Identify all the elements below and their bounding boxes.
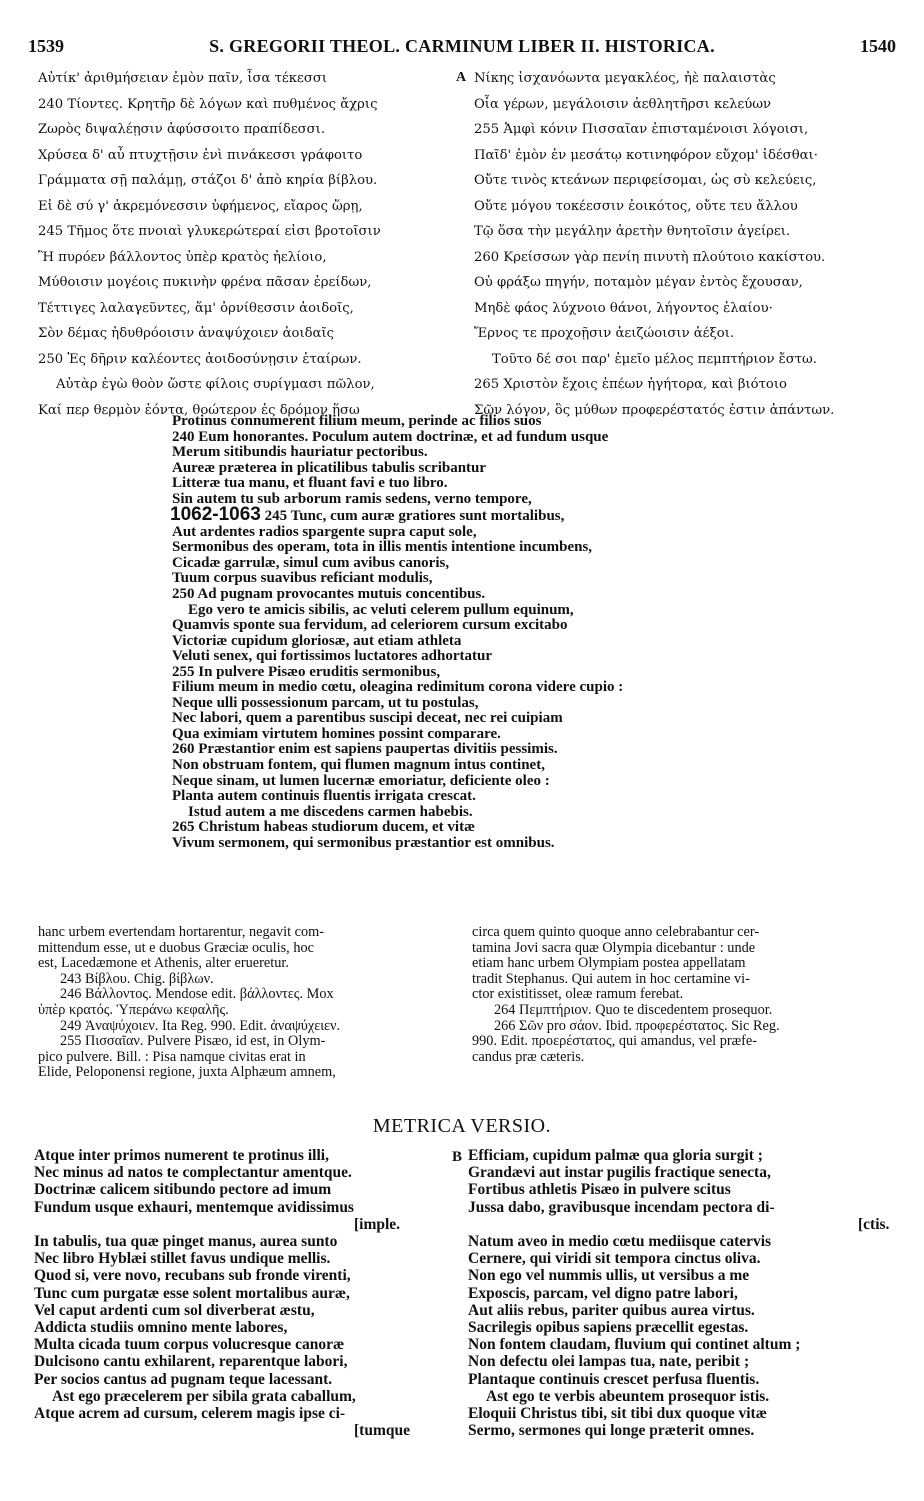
- greek-line: Παῖδ' ἐμὸν ἐν μεσάτῳ κοτινηφόρον εὔχομ' ἰδέσθαι·: [474, 147, 818, 163]
- running-title: S. GREGORII THEOL. CARMINUM LIBER II. HISTORICA.: [209, 36, 715, 56]
- metrica-line: Atque acrem ad cursum, celerem magis ipse ci-: [34, 1405, 346, 1423]
- greek-line: 240 Τίοντες. Κρητῆρ δὲ λόγων καὶ πυθμένος ἄχρις: [38, 96, 378, 112]
- latin-line: Nec labori, quem a parentibus suscipi deceat, nec rei cuipiam: [172, 710, 563, 727]
- metrica-left-column: [34, 1147, 410, 1439]
- footnote-line: Elide, Peloponensi regione, juxta Alphæum amnem,: [38, 1064, 336, 1081]
- greek-line: Νίκης ἰσχανόωντα μεγακλέος, ἠὲ παλαιστὰς: [474, 71, 776, 86]
- latin-line: Victoriæ cupidum gloriosæ, aut etiam athleta: [172, 632, 462, 649]
- greek-line: Οἷα γέρων, μεγάλοισιν ἀεθλητῆρσι κελεύων: [474, 96, 772, 112]
- greek-line: Μηδὲ φάος λύχνοιο θάνοι, λήγοντος ἐλαίου·: [474, 300, 773, 316]
- latin-line: 240 Eum honorantes. Poculum autem doctrinæ, et ad fundum usque: [172, 428, 609, 445]
- greek-line: Ἔρνος τε προχοῇσιν ἀειζώοισιν ἀέξοι.: [474, 326, 735, 341]
- greek-line: 260 Κρείσσων γὰρ πενίη πινυτὴ πλούτοιο κακίστου.: [474, 249, 826, 265]
- latin-line: 265 Christum habeas studiorum ducem, et vitæ: [172, 819, 475, 836]
- metrica-line: Per socios cantus ad pugnam teque lacessant.: [34, 1370, 333, 1388]
- greek-line: 265 Χριστὸν ἔχοις ἐπέων ἡγήτορα, καὶ βιότοιο: [474, 377, 787, 392]
- greek-line: Καί περ θερμὸν ἐόντα, θοώτερον ἐς δρόμον ἥσω: [38, 402, 360, 418]
- latin-line: Vivum sermonem, qui sermonibus præstantior est omnibus.: [172, 834, 555, 851]
- latin-line: 250 Ad pugnam provocantes mutuis concentibus.: [172, 586, 486, 603]
- footnote-line: 243 Βίβλου. Chig. βίβλων.: [60, 970, 214, 987]
- metrica-line: Eloquii Christus tibi, sit tibi dux quoque vitæ: [468, 1405, 767, 1423]
- metrica-line: Sacrilegis opibus sapiens præcellit egestas.: [468, 1319, 749, 1337]
- footnote-line: tamina Jovi sacra quæ Olympia dicebantur : unde: [472, 939, 756, 956]
- metrica-line: Exposcis, parcam, vel digno patre labori,: [468, 1284, 738, 1302]
- footnote-line: 990. Edit. προερέστατος, qui amandus, vel præfe-: [472, 1033, 758, 1050]
- footnote-line: circa quem quinto quoque anno celebrabantur cer-: [472, 924, 760, 940]
- footnote-line: 264 Πεμπτήριον. Quo te discedentem prosequor.: [494, 1001, 773, 1018]
- greek-line: Ζωρὸς διψαλέῃσιν ἀφύσσοιτο πραπίδεσσι.: [38, 122, 326, 137]
- greek-line: Αὐτίκ' ἀριθμήσειαν ἐμὸν παῖν, ἶσα τέκεσσι: [38, 71, 328, 86]
- latin-line: Litteræ tua manu, et fluant favi e tuo libro.: [172, 475, 448, 492]
- greek-line: Εἰ δὲ σύ γ' ἀκρεμόνεσσιν ὑφήμενος, εἴαρος ὥρῃ,: [38, 198, 363, 214]
- metrica-line: Efficiam, cupidum palmæ qua gloria surgit ;: [468, 1147, 763, 1164]
- greek-line: Οὔτε μόγου τοκέεσσιν ἐοικότος, οὔτε τευ ἄλλου: [474, 198, 798, 214]
- metrica-line: Fundum usque exhauri, mentemque avidissimus: [34, 1198, 354, 1216]
- metrica-line: Non fontem claudam, fluvium qui continet altum ;: [468, 1336, 801, 1354]
- greek-line: Χρύσεα δ' αὖ πτυχτῇσιν ἐνὶ πινάκεσσι γράφοιτο: [38, 147, 363, 163]
- metrica-line: Dulcisono cantu exhilarent, reparentque labori,: [34, 1353, 348, 1371]
- metrica-line: Jussa dabo, gravibusque incendam pectora di-: [468, 1198, 775, 1216]
- greek-line: Τέττιγες λαλαγεῦντες, ἅμ' ὀρνίθεσσιν ἀοιδοῖς,: [38, 300, 354, 316]
- page-number-right: 1540: [860, 36, 896, 56]
- latin-line: Aureæ præterea in plicatilibus tabulis scribantur: [172, 459, 487, 476]
- latin-line: Istud autem a me discedens carmen habebis.: [188, 803, 473, 820]
- metrica-line: Aut aliis rebus, pariter quibus aurea virtus.: [468, 1301, 755, 1319]
- latin-line: 255 In pulvere Pisæo eruditis sermonibus,: [172, 663, 441, 680]
- greek-line: 250 Ἐς δῆριν καλέοντες ἀοιδοσύνῃσιν ἑταίρων.: [38, 351, 362, 367]
- latin-line: Qua eximiam virtutem homines possint comparare.: [172, 725, 501, 742]
- column-marker-b: B: [452, 1149, 463, 1165]
- greek-line: 245 Τῆμος ὅτε πνοιαὶ γλυκερώτεραί εἰσι βροτοῖσιν: [38, 224, 381, 239]
- latin-line: [170, 504, 623, 526]
- column-marker-a: A: [456, 70, 467, 85]
- latin-line: Filium meum in medio cœtu, oleagina redimitum corona videre cupio :: [172, 679, 624, 696]
- latin-line: Quamvis sponte sua fervidum, ad celeriorem cursum excitabo: [172, 617, 568, 634]
- greek-line: Αὐτὰρ ἐγὼ θοὸν ὥστε φίλοις συρίγμασι πῶλον,: [56, 377, 375, 392]
- page-header: [28, 36, 896, 60]
- footnote-line: hanc urbem evertendam hortarentur, negavit com-: [38, 924, 325, 940]
- footnotes-right-column: [472, 925, 780, 1065]
- footnote-line: 266 Σῶν pro σάον. Ibid. προφερέστατος. Sic Reg.: [494, 1017, 780, 1034]
- greek-line: Σὸν δέμας ἡδυθρόοισιν ἀναψύχοιεν ἀοιδαῖς: [38, 326, 335, 341]
- latin-line: 260 Præstantior enim est sapiens paupertas divitiis pessimis.: [172, 741, 558, 758]
- latin-line: Tuum corpus suavibus reficiant modulis,: [172, 570, 433, 587]
- footnote-line: est, Lacedæmone et Athenis, alter erueretur.: [38, 955, 289, 972]
- metrica-line: Multa cicada tuum corpus volucresque canoræ: [34, 1336, 345, 1354]
- metrica-line: Atque inter primos numerent te protinus illi,: [34, 1147, 329, 1164]
- metrica-line: Fortibus athletis Pisæo in pulvere scitus: [468, 1181, 731, 1199]
- latin-line: Neque sinam, ut lumen lucernæ emoriatur, deficiente oleo :: [172, 772, 550, 789]
- metrica-line: Quod si, vere novo, recubans sub fronde virenti,: [34, 1267, 351, 1285]
- page-number-left: 1539: [28, 36, 64, 56]
- latin-line-text: 245 Tunc, cum auræ gratiores sunt mortalibus,: [264, 508, 565, 525]
- metrica-line: Vel caput ardenti cum sol diverberat æstu,: [34, 1301, 315, 1319]
- latin-line: Aut ardentes radios spargente supra caput sole,: [172, 523, 477, 540]
- metrica-line: Non defectu olei lampas tua, nate, peribit ;: [468, 1353, 750, 1371]
- latin-line: Sin autem tu sub arborum ramis sedens, verno tempore,: [172, 490, 532, 507]
- footnote-line: mittendum esse, ut e duobus Græciæ oculis, hoc: [38, 939, 314, 956]
- greek-line: Οὔτε τινὸς κτεάνων περιφείσομαι, ὡς σὺ κελεύεις,: [474, 173, 817, 188]
- metrica-line: Natum aveo in medio cœtu mediisque catervis: [468, 1233, 772, 1251]
- metrica-line: Nec libro Hyblæi stillet favus undique mellis.: [34, 1250, 331, 1268]
- greek-line: Σῶν λόγον, ὃς μύθων προφερέστατός ἐστιν ἁπάντων.: [474, 402, 835, 418]
- metrica-right-column: [468, 1147, 889, 1439]
- metrica-line: Doctrinæ calicem sitibundo pectore ad imum: [34, 1181, 332, 1199]
- latin-line: Ego vero te amicis sibilis, ac veluti celerem pullum equinum,: [188, 601, 574, 618]
- metrica-line: Ast ego præcelerem per sibila grata caballum,: [52, 1387, 356, 1405]
- metrica-line: [imple.: [354, 1215, 401, 1233]
- greek-line: Τῷ ὅσα τὴν μεγάλην ἀρετὴν θνητοῖσιν ἀγείρει.: [474, 224, 791, 239]
- metrica-line: Cernere, qui viridi sit tempora cinctus oliva.: [468, 1250, 761, 1268]
- footnote-line: candus præ cæteris.: [472, 1048, 585, 1065]
- metrica-line: Plantaque continuis crescet perfusa fluentis.: [468, 1370, 760, 1388]
- metrica-line: [tumque: [354, 1422, 410, 1440]
- greek-line: Γράμματα σῇ παλάμῃ, στάζοι δ' ἀπὸ κηρία βίβλου.: [38, 173, 378, 188]
- footnote-line: pico pulvere. Bill. : Pisa namque civitas erat in: [38, 1048, 306, 1065]
- greek-text-left-column: [38, 66, 381, 423]
- latin-translation: [172, 414, 623, 851]
- latin-line: Neque ulli possessionum parcam, ut tu postulas,: [172, 694, 479, 711]
- footnote-line: 255 Πισσαῖαν. Pulvere Pisæo, id est, in Olym-: [60, 1033, 326, 1050]
- metrica-line: Sermo, sermones qui longe præterit omnes.: [468, 1422, 755, 1440]
- footnote-line: 249 Ἀναψύχοιεν. Ita Reg. 990. Edit. ἀναψύχειεν.: [60, 1017, 341, 1034]
- metrica-line: Non ego vel nummis ullis, ut versibus a me: [468, 1267, 750, 1285]
- metrica-line: In tabulis, tua quæ pinget manus, aurea sunto: [34, 1233, 338, 1251]
- footnote-line: 246 Βάλλοντος. Mendose edit. βάλλοντες. Mox: [60, 986, 334, 1003]
- footnote-line: tradit Stephanus. Qui autem in hoc certamine vi-: [472, 970, 750, 987]
- greek-line: 255 Ἀμφὶ κόνιν Πισσαῖαν ἐπισταμένοισι λόγοισι,: [474, 122, 809, 137]
- latin-line: Planta autem continuis fluentis irrigata crescat.: [172, 788, 476, 805]
- greek-text-right-column: [474, 66, 834, 423]
- greek-line: Οὐ φράξω πηγήν, ποταμὸν μέγαν ἐντὸς ἔχουσαν,: [474, 275, 803, 290]
- metrica-line: Nec minus ad natos te complectantur amentque.: [34, 1164, 352, 1182]
- latin-line: Cicadæ garrulæ, simul cum avibus canoris,: [172, 554, 450, 571]
- footnote-line: ctor existitisset, oleæ ramum ferebat.: [472, 986, 684, 1003]
- greek-line: Μύθοισιν μογέοις πυκινὴν φρένα πᾶσαν ἐρείδων,: [38, 275, 372, 290]
- metrica-line: Grandævi aut instar pugilis fractique senecta,: [468, 1164, 771, 1182]
- metrica-line: [ctis.: [858, 1215, 890, 1233]
- footnote-line: etiam hanc urbem Olympiam postea appellatam: [472, 955, 746, 972]
- column-number: 1062-1063: [170, 504, 261, 526]
- section-heading: METRICA VERSIO.: [372, 1115, 552, 1137]
- greek-line: Τοῦτο δέ σοι παρ' ἐμεῖο μέλος πεμπτήριον ἔστω.: [492, 351, 817, 367]
- metrica-line: Tunc cum purgatæ esse solent mortalibus auræ,: [34, 1284, 350, 1302]
- metrica-line: Addicta studiis omnino mente labores,: [34, 1319, 288, 1337]
- footnotes-left-column: [38, 925, 340, 1081]
- footnote-line: ὑπὲρ κρατός. Ὑπεράνω κεφαλῆς.: [38, 1001, 229, 1018]
- latin-line: Protinus connumerent filium meum, perinde ac filios suos: [172, 413, 542, 429]
- latin-line: Veluti senex, qui fortissimos luctatores adhortatur: [172, 648, 492, 665]
- latin-line: Non obstruam fontem, qui flumen magnum intus continet,: [172, 757, 545, 774]
- metrica-line: Ast ego te verbis abeuntem prosequor istis.: [486, 1387, 770, 1405]
- latin-line: Sermonibus des operam, tota in illis mentis intentione incumbens,: [172, 539, 593, 556]
- greek-line: Ἢ πυρόεν βάλλοντος ὑπὲρ κρατὸς ἠελίοιο,: [38, 249, 327, 265]
- latin-line: Merum sitibundis hauriatur pectoribus.: [172, 444, 428, 461]
